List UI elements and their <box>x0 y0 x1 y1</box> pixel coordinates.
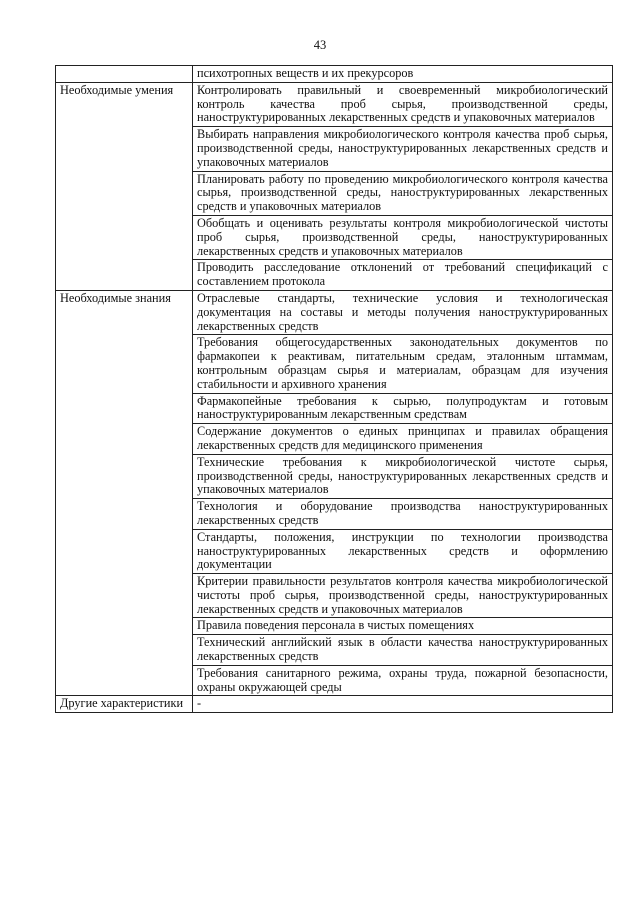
table-row <box>56 82 613 126</box>
list-item: Требования санитарного режима, охраны труда, пожарной безопасности, охраны окружающей среды <box>193 665 613 696</box>
list-item: Правила поведения персонала в чистых помещениях <box>193 618 613 635</box>
list-item: Отраслевые стандарты, технические условия и технологическая документация на составы и методы получения наноструктурированных лекарственных средств <box>193 290 613 334</box>
skills-label: Необходимые умения <box>56 82 193 290</box>
list-item: Критерии правильности результатов контроля качества микробиологической чистоты проб сырья, производственной среды, наноструктурированных лекарственных средств и упаковочных материалов <box>193 574 613 618</box>
qualification-table <box>55 65 613 713</box>
list-item: Контролировать правильный и своевременный микробиологический контроль качества проб сырья, производственной среды, наноструктурированных лекарственных средств и упаковочных материалов <box>193 82 613 126</box>
empty-label-cell <box>56 66 193 83</box>
list-item: психотропных веществ и их прекурсоров <box>193 66 613 83</box>
table-row <box>56 66 613 83</box>
other-label: Другие характеристики <box>56 696 193 713</box>
page-number: 43 <box>313 38 327 52</box>
list-item: Технический английский язык в области качества наноструктурированных лекарственных средств <box>193 635 613 666</box>
list-item: Содержание документов о единых принципах и правилах обращения лекарственных средств для медицинского применения <box>193 424 613 455</box>
list-item: Технология и оборудование производства наноструктурированных лекарственных средств <box>193 499 613 530</box>
list-item: Обобщать и оценивать результаты контроля микробиологической чистоты проб сырья, производственной среды, наноструктурированных лекарственных средств и упаковочных материалов <box>193 215 613 259</box>
list-item: Технические требования к микробиологической чистоте сырья, производственной среды, наноструктурированных лекарственных средств и упаковочных материалов <box>193 454 613 498</box>
knowledge-label: Необходимые знания <box>56 290 193 696</box>
table-row <box>56 696 613 713</box>
list-item: Выбирать направления микробиологического контроля качества проб сырья, производственной среды, наноструктурированных лекарственных средств и упаковочных материалов <box>193 127 613 171</box>
list-item: Планировать работу по проведению микробиологического контроля качества сырья, производственной среды, наноструктурированных лекарственных средств и упаковочных материалов <box>193 171 613 215</box>
other-value: - <box>193 696 613 713</box>
list-item: Требования общегосударственных законодательных документов по фармакопеи к реактивам, питательным средам, эталонным штаммам, контрольным образцам сырья и материалам, образцам для изучения стабильности и архивного хранения <box>193 335 613 393</box>
list-item: Проводить расследование отклонений от требований спецификаций с составлением протокола <box>193 260 613 291</box>
list-item: Стандарты, положения, инструкции по технологии производства наноструктурированных лекарственных средств и оформлению документации <box>193 529 613 573</box>
table-row <box>56 290 613 334</box>
list-item: Фармакопейные требования к сырью, полупродуктам и готовым наноструктурированным лекарственным средствам <box>193 393 613 424</box>
